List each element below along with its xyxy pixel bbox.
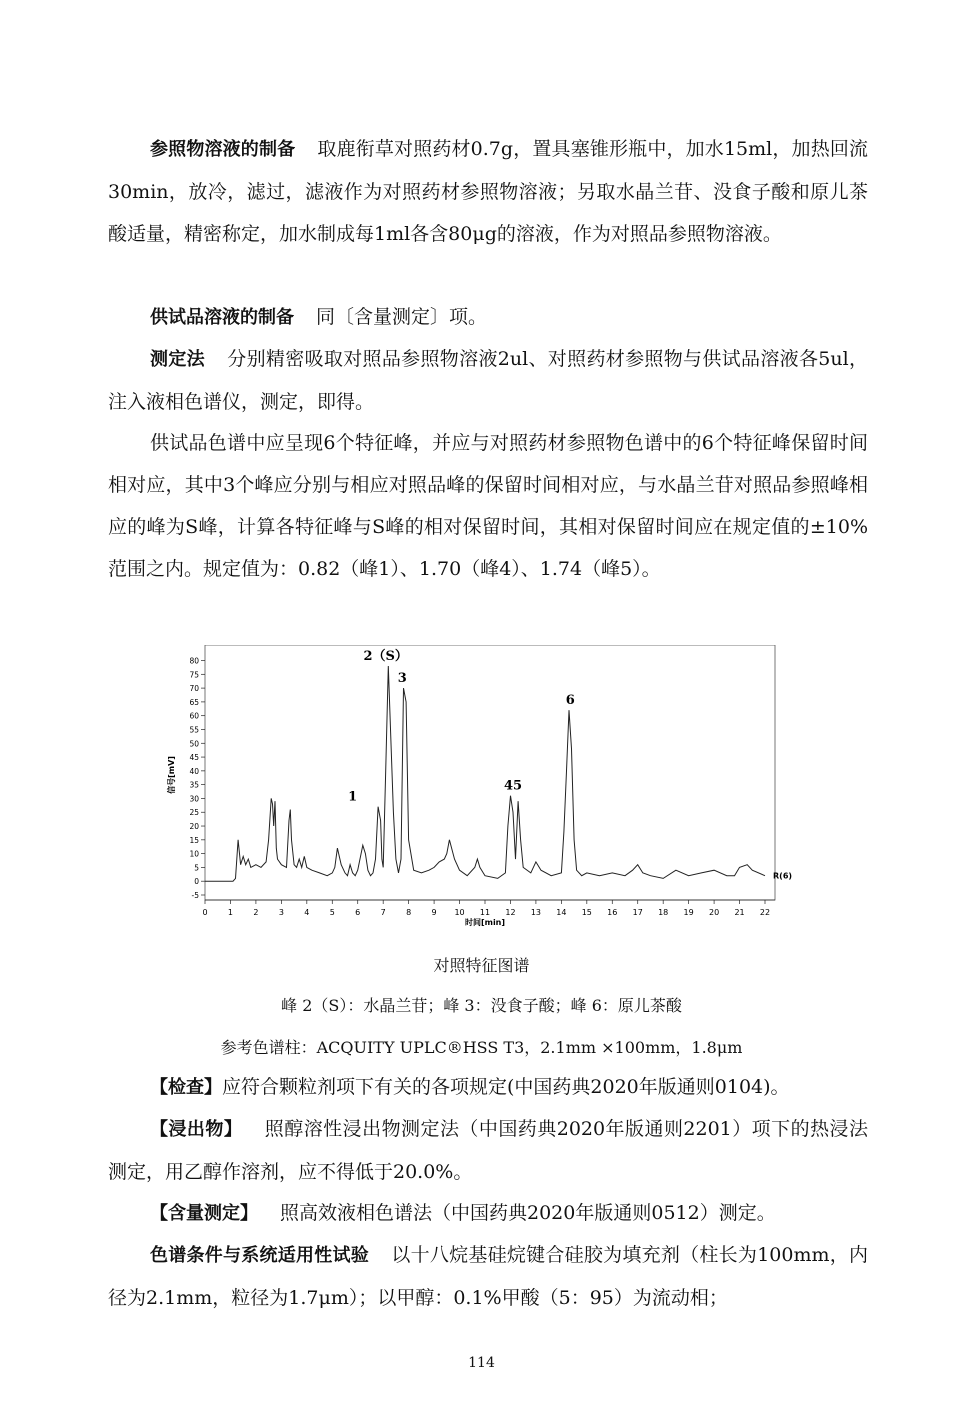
peak-label: 6 [565, 693, 575, 709]
series-label: R(6) [773, 871, 793, 881]
plot-frame [205, 645, 775, 900]
y-tick-label: 35 [189, 780, 199, 790]
x-tick-label: 13 [530, 908, 542, 917]
x-tick-label: 1 [227, 908, 234, 917]
paragraph-assay [108, 1192, 868, 1235]
page-number: 114 [468, 1355, 495, 1371]
y-tick-label: 45 [189, 753, 199, 763]
text-method: 分别精密吸取对照品参照物溶液2ul、对照药材参照物与供试品溶液各5ul，注入液相色谱仪，测定，即得。 [108, 348, 869, 413]
y-tick-label: 20 [189, 822, 199, 832]
paragraph-conditions [108, 1234, 868, 1319]
text-reference-solution: 取鹿衔草对照药材0.7g，置具塞锥形瓶中，加水15ml，加热回流30min，放冷，滤过，滤液作为对照药材参照物溶液；另取水晶兰苷、没食子酸和原儿茶酸适量，精密称定，加水制成每1ml各含80μg的溶液，作为对照品参照物溶液。 [108, 138, 869, 245]
x-tick-label: 14 [556, 908, 567, 917]
y-tick-label: 15 [189, 835, 199, 845]
chart-peak-caption: 峰 2（S）：水晶兰苷；峰 3：没食子酸；峰 6：原儿茶酸 [281, 996, 682, 1015]
text-peaks: 供试品色谱中应呈现6个特征峰，并应与对照药材参照物色谱中的6个特征峰保留时间相对应，其中3个峰应分别与相应对照品峰的保留时间相对应，与水晶兰苷对照品参照峰相应的峰为S峰，计算各特征峰与S峰的相对保留时间，其相对保留时间应在规定值的±10%范围之内。规定值为：0.82（峰1）、1.70（峰4）、1.74（峰5）。 [108, 432, 868, 580]
x-tick-label: 20 [708, 908, 720, 917]
y-tick-label: 55 [189, 725, 199, 735]
y-tick-label: 70 [189, 684, 199, 694]
x-axis-label: 时间[min] [464, 918, 506, 927]
x-tick-label: 3 [278, 908, 284, 917]
heading-inspection: 【检查】 [150, 1077, 222, 1098]
chromatogram-chart [160, 645, 800, 930]
heading-assay: 【含量测定】 [150, 1203, 258, 1224]
text-test-solution: 同〔含量测定〕项。 [316, 306, 488, 328]
heading-method: 测定法 [150, 349, 205, 370]
chart-column-caption: 参考色谱柱：ACQUITY UPLC®HSS T3，2.1mm ×100mm，1.8μm [220, 1038, 743, 1057]
peak-label: 1 [348, 789, 358, 805]
x-tick-label: 18 [658, 908, 669, 917]
x-tick-label: 10 [454, 908, 465, 917]
paragraph-reference-solution [108, 128, 868, 255]
heading-extract: 【浸出物】 [150, 1119, 243, 1140]
x-tick-label: 15 [581, 908, 592, 917]
paragraph-method [108, 338, 868, 423]
x-tick-label: 19 [683, 908, 694, 917]
y-tick-label: 25 [189, 808, 199, 818]
y-tick-label: 40 [189, 766, 199, 776]
x-tick-label: 22 [759, 908, 771, 917]
x-tick-label: 6 [355, 908, 361, 917]
text-extract: 照醇溶性浸出物测定法（中国药典2020年版通则2201）项下的热浸法测定，用乙醇作溶剂，应不得低于20.0%。 [108, 1118, 869, 1183]
y-tick-label: 10 [189, 849, 199, 859]
paragraph-inspection [150, 1066, 870, 1109]
y-tick-label: 5 [194, 863, 199, 873]
x-tick-label: 9 [431, 908, 437, 917]
text-inspection: 应符合颗粒剂项下有关的各项规定(中国药典2020年版通则0104)。 [222, 1076, 790, 1098]
heading-reference-solution: 参照物溶液的制备 [150, 139, 296, 160]
x-tick-label: 11 [479, 908, 491, 917]
y-tick-label: 0 [194, 877, 199, 887]
paragraph-test-solution [108, 296, 868, 339]
x-tick-label: 17 [632, 908, 643, 917]
paragraph-extract [108, 1108, 868, 1193]
peak-label: 2（S） [363, 649, 408, 665]
heading-conditions: 色谱条件与系统适用性试验 [150, 1245, 370, 1266]
y-tick-label: 80 [189, 656, 199, 666]
x-tick-label: 7 [380, 908, 386, 917]
y-axis-label: 信号[mV] [167, 756, 176, 794]
text-conditions: 以十八烷基硅烷键合硅胶为填充剂（柱长为100mm，内径为2.1mm，粒径为1.7μm）；以甲醇：0.1%甲酸（5：95）为流动相； [108, 1244, 868, 1309]
y-tick-label: 75 [189, 670, 199, 680]
text-assay: 照高效液相色谱法（中国药典2020年版通则0512）测定。 [280, 1202, 776, 1224]
y-tick-label: 65 [189, 697, 199, 707]
y-tick-label: 60 [189, 711, 199, 721]
peak-label: 45 [503, 778, 523, 794]
chromatogram-trace [205, 666, 765, 881]
x-tick-label: 0 [202, 908, 208, 917]
x-tick-label: 21 [734, 908, 745, 917]
y-tick-label: 30 [189, 794, 199, 804]
x-tick-label: 12 [505, 908, 516, 917]
peak-label: 3 [397, 671, 407, 687]
y-tick-label: 50 [189, 739, 199, 749]
x-tick-label: 5 [329, 908, 335, 917]
x-tick-label: 2 [253, 908, 259, 917]
paragraph-peaks [108, 422, 868, 590]
x-tick-label: 4 [304, 908, 310, 917]
heading-test-solution: 供试品溶液的制备 [150, 307, 294, 328]
x-tick-label: 16 [607, 908, 618, 917]
chart-title: 对照特征图谱 [433, 956, 530, 975]
x-tick-label: 8 [406, 908, 412, 917]
y-tick-label: -5 [191, 891, 199, 900]
